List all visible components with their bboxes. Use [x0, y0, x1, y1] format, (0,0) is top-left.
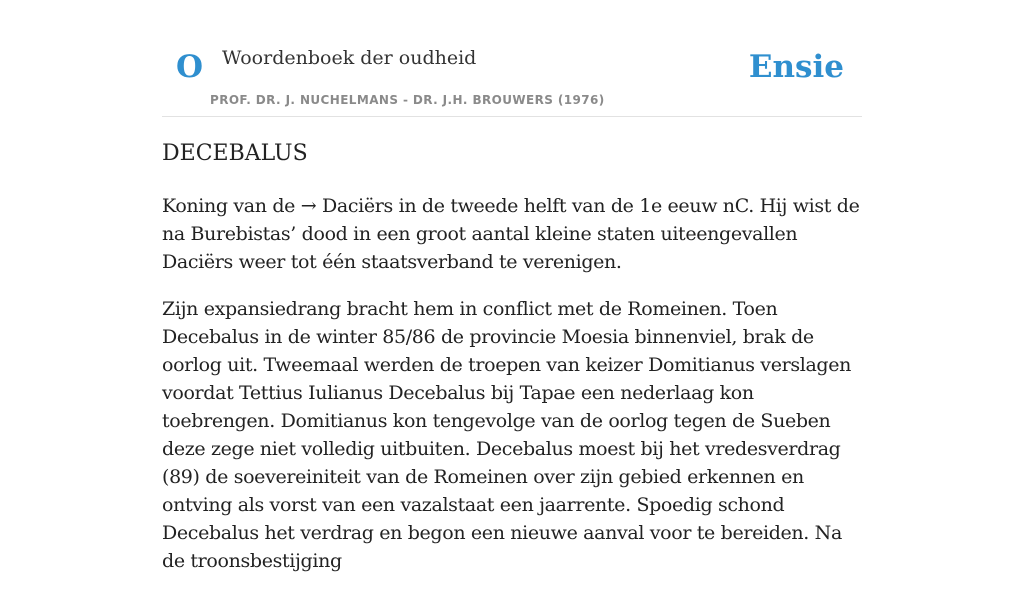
book-authors: PROF. DR. J. NUCHELMANS - DR. J.H. BROUWERS (1976) [210, 93, 605, 107]
article-paragraph: Zijn expansiedrang bracht hem in conflict met de Romeinen. Toen Decebalus in de winter 85/86 de provincie Moesia binnenviel, brak de oorlog uit. Tweemaal werden de troepen van keizer Domitianus verslagen voordat Tettius Iulianus Decebalus bij Tapae een nederlaag kon toebrengen. Domitianus kon tengevolge van de oorlog tegen de Sueben deze zege niet volledig uitbuiten. Decebalus moest bij het vredesverdrag (89) de soevereiniteit van de Romeinen over zijn gebied erkennen en ontving als vorst van een vazalstaat een jaarrente. Spoedig schond Decebalus het verdrag en begon een nieuwe aanval voor te bereiden. Na de troonsbestijging [162, 298, 852, 572]
cross-reference-arrow-icon: → [300, 195, 317, 217]
book-header [162, 38, 862, 117]
article-paragraph [162, 192, 862, 276]
book-letter-link[interactable]: O [176, 49, 204, 85]
paragraph-text: Koning van de [162, 195, 301, 217]
ensie-logo-link[interactable]: Ensie [748, 49, 844, 85]
article-body [162, 192, 862, 594]
paragraph-text: Daciërs in de tweede helft van de 1e eeuw nC. Hij wist de na Burebistas’ dood in een groot aantal kleine staten uiteengevallen Daciërs weer tot één staatsverband te verenigen. [162, 195, 860, 273]
article-title: DECEBALUS [162, 141, 308, 166]
book-title-link[interactable]: Woordenboek der oudheid [222, 47, 477, 69]
